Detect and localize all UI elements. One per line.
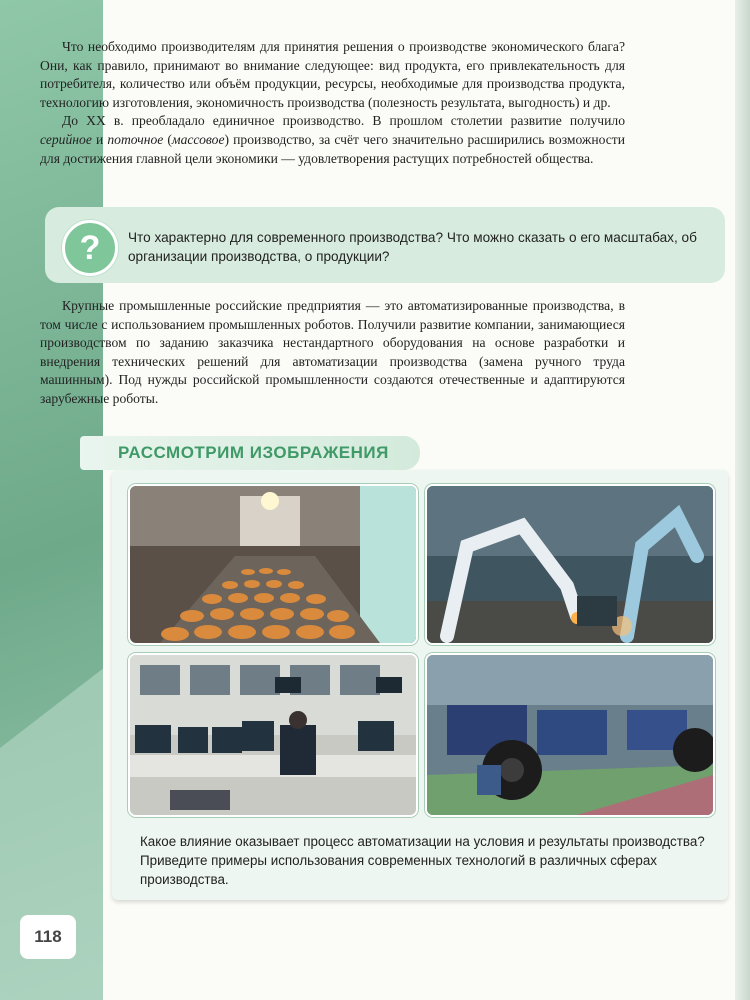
photo-tractor-assembly: [425, 653, 715, 817]
photo-bakery-conveyor: [128, 484, 418, 645]
term-mass: массовое: [171, 131, 225, 147]
paragraph-3: Крупные промышленные российские предприятия — это автоматизированные производства, в том числе с использованием промышленных роботов. Получили развитие компании, занимающиеся производством по заданию заказчика нестандартного оборудования на основе разработки и внедрения технических решений для автоматизации производства (замена ручного труда машинным). Под нужды российской промышленности создаются отечественные и адаптируются зарубежные роботы.: [40, 298, 625, 406]
term-flow: поточное: [107, 131, 164, 147]
paragraph-2: До XX в. преобладало единичное производство. В прошлом столетии развитие получило серийное и поточное (массовое) производство, за счёт чего значительно расширились возможности для достижения главной цели экономики — удовлетворения растущих потребностей общества.: [40, 113, 625, 166]
question-mark-icon: ?: [62, 220, 118, 276]
images-caption: Какое влияние оказывает процесс автоматизации на условия и результаты производства? Приведите примеры использования современных технологий в различных сферах производства.: [140, 834, 705, 887]
page-edge: [735, 0, 750, 1000]
photo-industrial-robots: [425, 484, 715, 645]
paragraph-1: Что необходимо производителям для принятия решения о производстве экономического блага? Они, как правило, принимают во внимание следующее: вид продукта, его привлекательность для потребителя, количество или объём продукции, ресурсы, необходимые для производства продукта, технологию изготовления, экономичность производства (полезность результата, выгодность) и др.: [40, 39, 625, 110]
section-title: РАССМОТРИМ ИЗОБРАЖЕНИЯ: [80, 436, 420, 470]
middle-text: [40, 297, 625, 409]
page-number: 118: [20, 915, 76, 959]
photo-control-room: [128, 653, 418, 817]
top-text: [40, 38, 625, 168]
question-text: Что характерно для современного производства? Что можно сказать о его масштабах, об организации производства, о продукции?: [128, 230, 697, 264]
term-serial: серийное: [40, 131, 92, 147]
